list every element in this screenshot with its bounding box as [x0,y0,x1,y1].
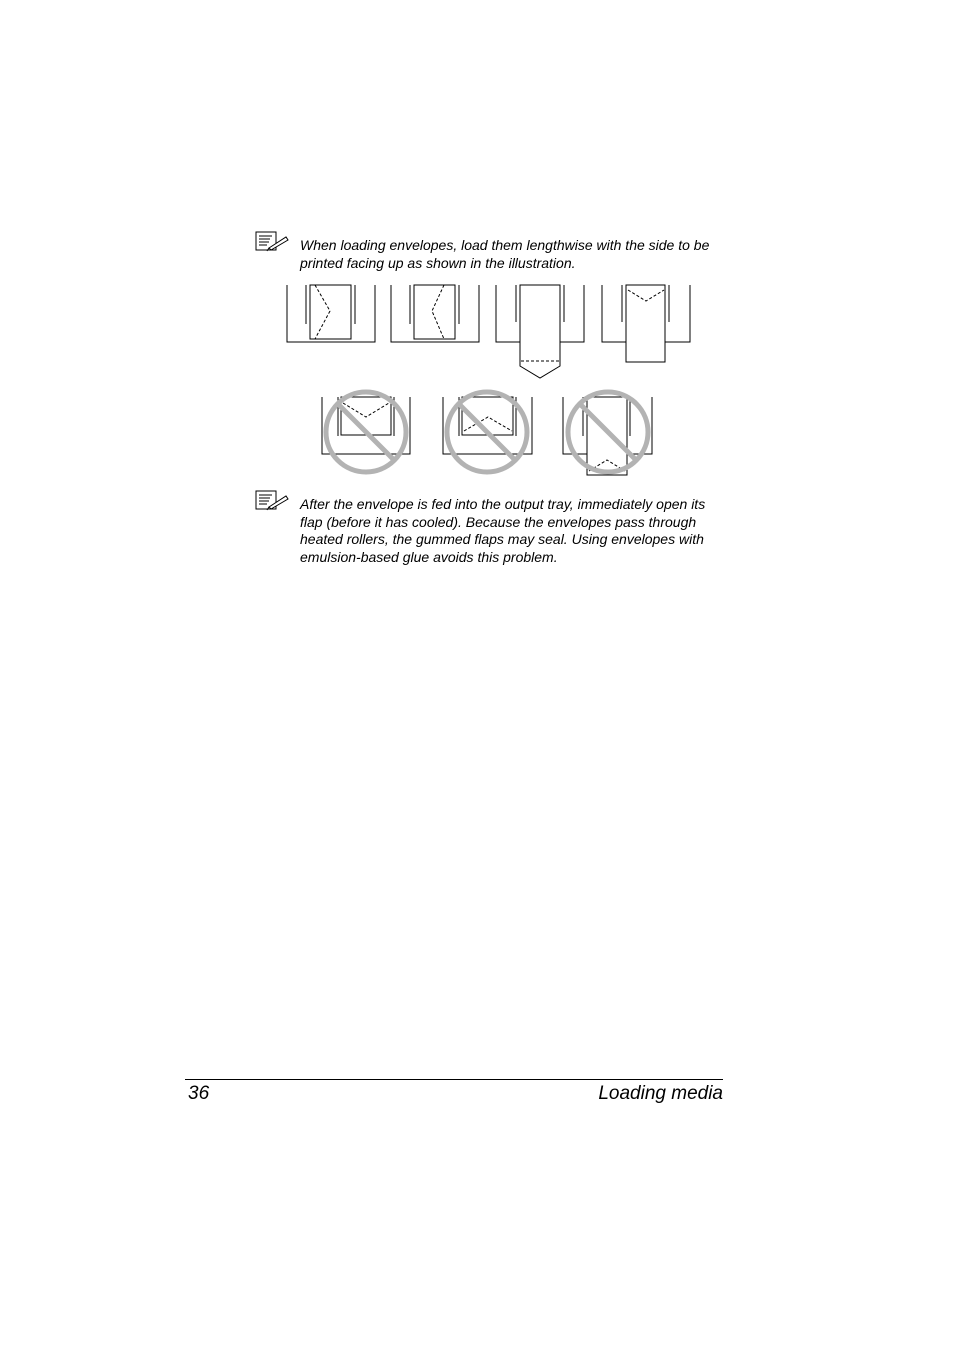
section-title: Loading media [598,1083,723,1104]
footer-rule [185,1079,723,1080]
incorrect-envelope-2 [443,392,532,472]
note-text: When loading envelopes, load them lengthwise with the side to be printed facing up as shown in the illustration. [300,237,710,271]
correct-envelope-1 [287,285,375,342]
note-pencil-icon [255,231,289,253]
note-pencil-icon [255,490,289,512]
incorrect-envelope-3 [563,392,652,475]
envelope-loading-illustration [280,282,700,482]
correct-envelope-3 [496,285,584,378]
page-number: 36 [188,1083,210,1104]
correct-envelope-4 [602,285,690,362]
note-text: After the envelope is fed into the output tray, immediately open its flap (before it has cooled). Because the envelopes pass through heated rollers, the gummed flaps may seal. Using envelopes with emulsion-based glue avoids this problem. [300,496,706,565]
incorrect-envelope-1 [322,392,410,472]
correct-envelope-2 [391,285,479,342]
